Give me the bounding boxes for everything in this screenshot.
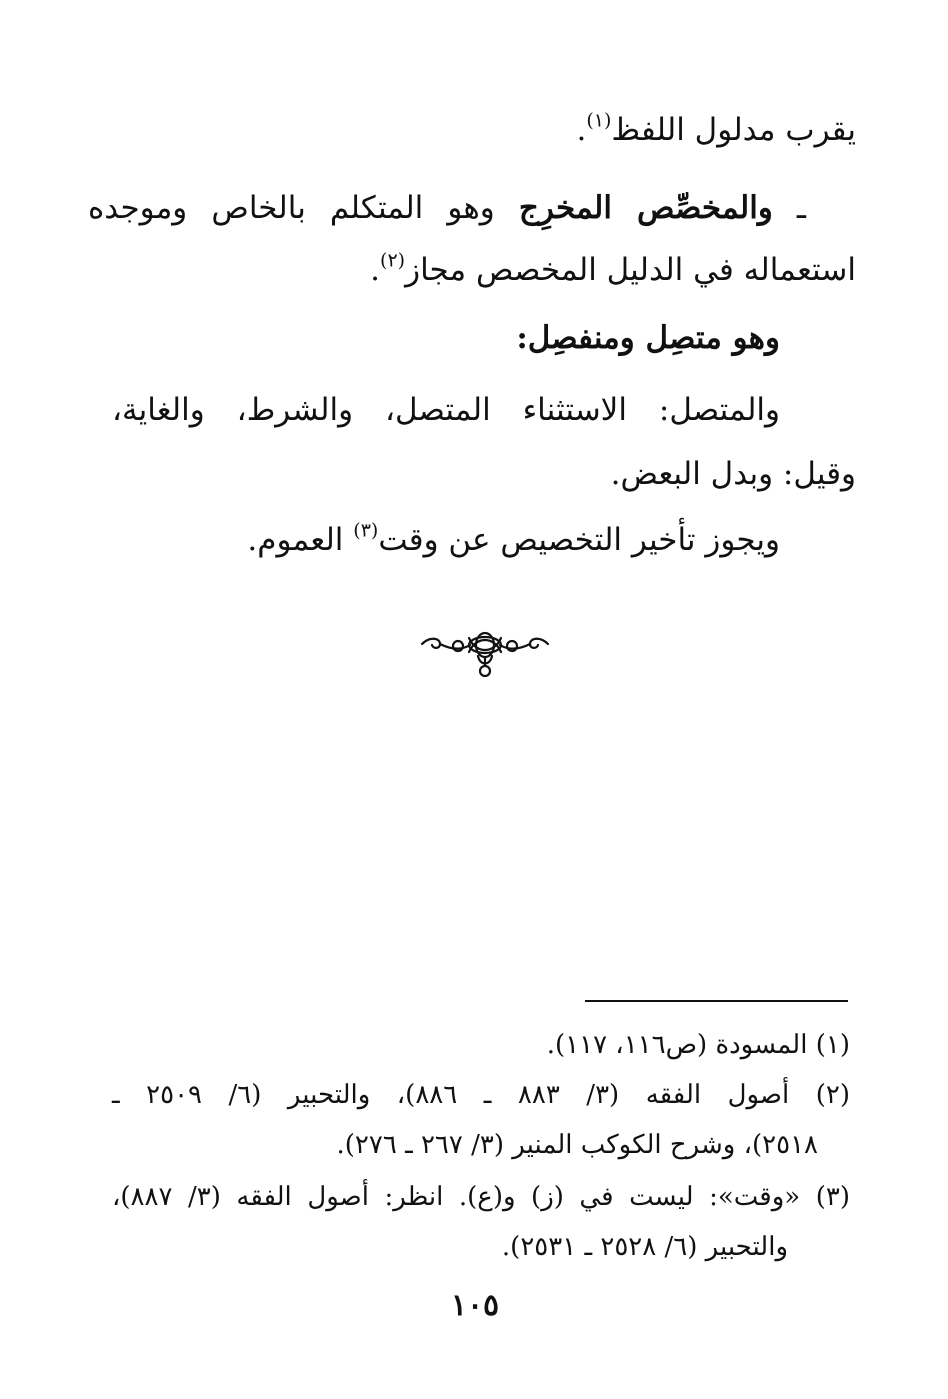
footnote-text: (٢) أصول الفقه (٣/ ٨٨٣ ـ ٨٨٦)، والتحبير (٦/ ٢٥٠٩ ـ <box>112 1080 851 1110</box>
body-line-7 <box>247 519 780 559</box>
footnote-text: (١) المسودة (ص١١٦، ١١٧). <box>546 1030 850 1060</box>
footnote-3-line-1 <box>112 1182 850 1213</box>
term-mukhassis-mukhrij: والمخصِّص المخرِج <box>518 190 773 226</box>
body-text: وقيل: وبدل البعض. <box>610 456 856 492</box>
body-line-2 <box>88 190 806 227</box>
footnote-text: ٢٥١٨)، وشرح الكوكب المنير (٣/ ٢٦٧ ـ ٢٧٦). <box>336 1130 818 1160</box>
page-number: ١٠٥ <box>450 1288 500 1323</box>
footnote-1 <box>547 1030 850 1061</box>
body-line-5 <box>112 392 780 429</box>
footnote-ref-1[interactable]: (١) <box>586 109 612 132</box>
fleuron-ornament-icon <box>418 628 552 684</box>
body-text: والمتصل: الاستثناء المتصل، والشرط، والغاية، <box>112 392 780 428</box>
body-line-6 <box>611 456 856 493</box>
body-line-4-heading <box>516 320 780 357</box>
footnote-3-line-2 <box>502 1232 788 1263</box>
footnote-2-line-2 <box>336 1130 818 1161</box>
footnote-separator-rule <box>585 1000 848 1002</box>
body-text: ويجوز تأخير التخصيص عن وقت <box>378 522 780 558</box>
body-text: . <box>576 112 587 148</box>
footnote-text: والتحبير (٦/ ٢٥٢٨ ـ ٢٥٣١). <box>501 1232 788 1262</box>
footnote-2-line-1 <box>112 1080 850 1111</box>
body-text: العموم. <box>247 522 354 558</box>
body-line-1 <box>576 109 856 149</box>
footnote-ref-2[interactable]: (٢) <box>380 249 406 272</box>
body-line-3 <box>370 249 856 289</box>
body-text: . <box>370 252 381 288</box>
body-text: استعماله في الدليل المخصص مجاز <box>405 252 856 288</box>
body-text: وهو المتكلم بالخاص وموجده <box>88 190 519 226</box>
heading-text: وهو متصِل ومنفصِل: <box>516 320 780 356</box>
footnote-ref-3[interactable]: (٣) <box>353 519 379 542</box>
dash: ـ <box>772 190 806 226</box>
body-text: يقرب مدلول اللفظ <box>611 112 856 148</box>
footnote-text: (٣) «وقت»: ليست في (ز) و(ع). انظر: أصول الفقه (٣/ ٨٨٧)، <box>112 1182 850 1212</box>
